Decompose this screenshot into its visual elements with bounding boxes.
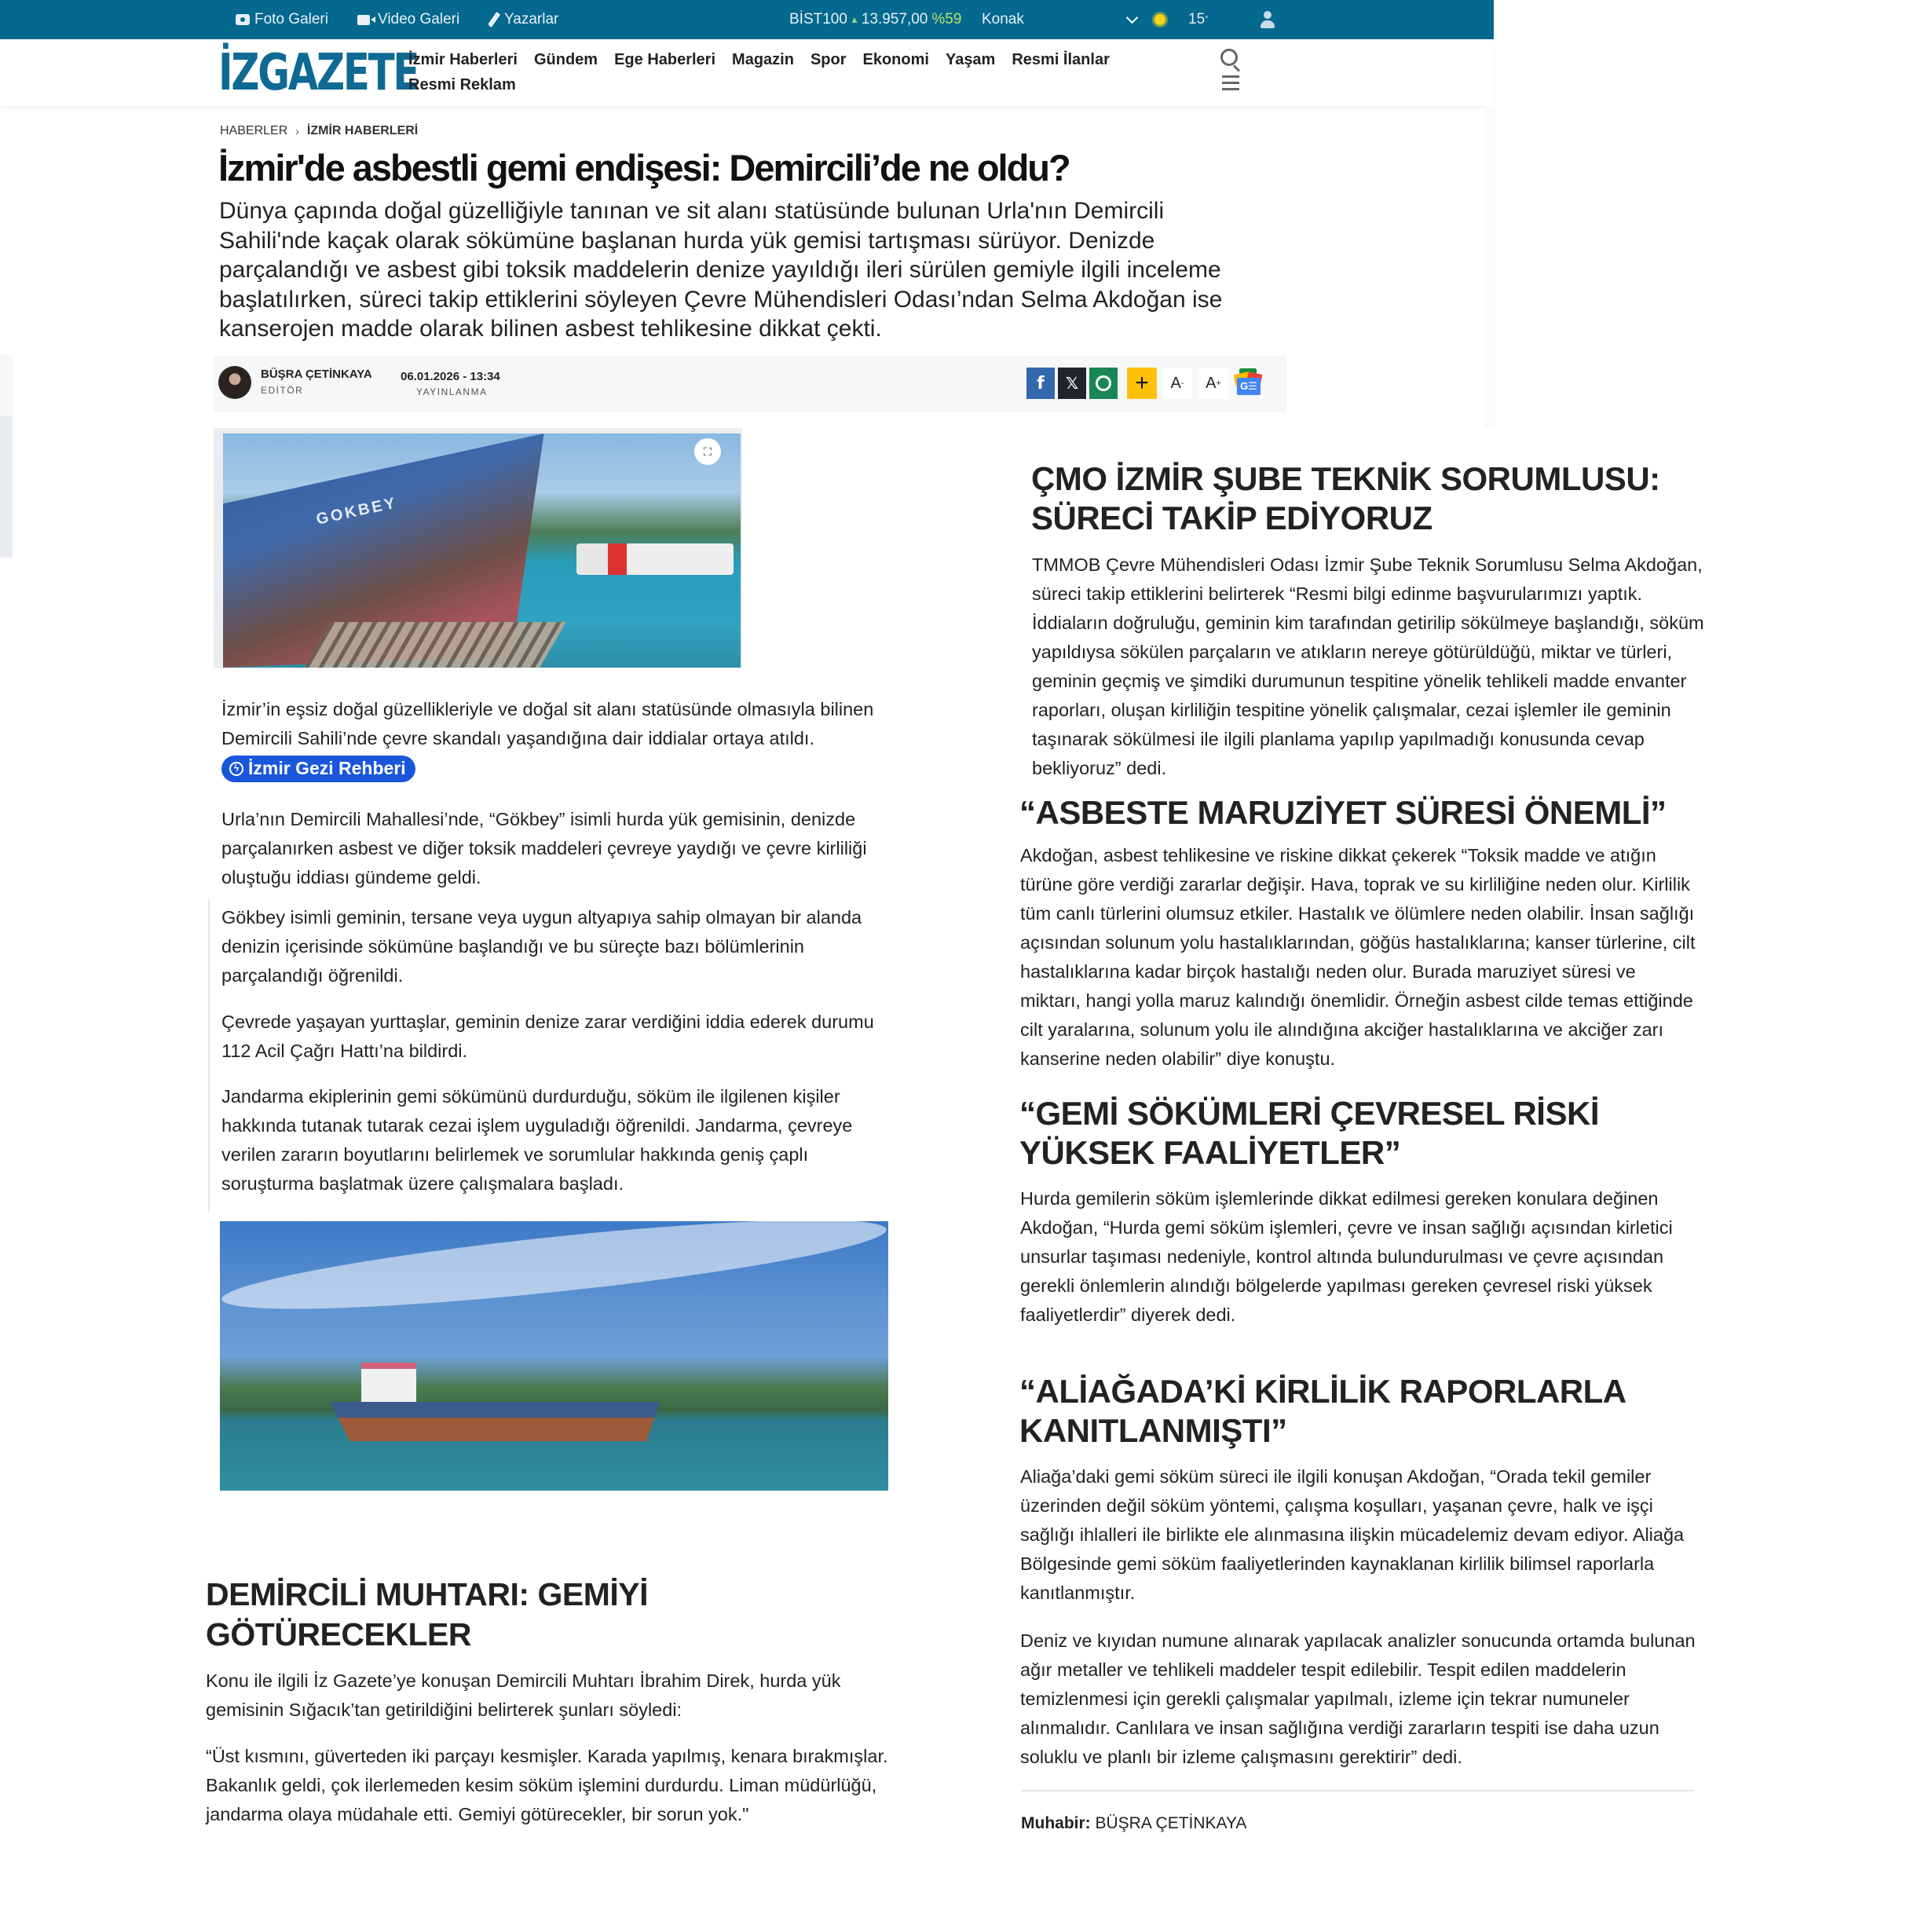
section-heading: “ASBESTE MARUZİYET SÜRESİ ÖNEMLİ” xyxy=(1019,794,1667,831)
article-title: İzmir'de asbestli gemi endişesi: Demircili’de ne oldu? xyxy=(218,147,1070,188)
section-heading: “GEMİ SÖKÜMLERİ ÇEVRESEL RİSKİ YÜKSEK FAALİYETLER” xyxy=(1019,1095,1599,1171)
section-heading: ÇMO İZMİR ŞUBE TEKNİK SORUMLUSU: SÜRECİ TAKİP EDİYORUZ xyxy=(1031,460,1660,536)
nav-item-ege-haberleri[interactable]: Ege Haberleri xyxy=(614,51,716,68)
main-nav xyxy=(408,49,1131,96)
breadcrumb-root[interactable]: HABERLER xyxy=(220,124,288,137)
pencil-icon xyxy=(488,12,500,27)
city-dropdown-toggle[interactable] xyxy=(1128,0,1136,39)
nav-item-spor[interactable]: Spor xyxy=(810,51,847,68)
font-decrease-button[interactable] xyxy=(1162,368,1192,399)
paragraph xyxy=(221,695,905,782)
google-news-icon: G☰ xyxy=(1237,378,1261,395)
hamburger-menu-icon[interactable] xyxy=(1222,75,1239,91)
byline-name[interactable]: BÜŞRA ÇETİNKAYA xyxy=(1095,1814,1247,1832)
paragraph: Çevrede yaşayan yurttaşlar, geminin denize zarar verdiğini iddia ederek durumu 112 Acil Çağrı Hattı’na bildirdi. xyxy=(221,1012,874,1061)
photo-gallery-label: Foto Galeri xyxy=(254,11,328,27)
facebook-icon: f xyxy=(1037,373,1045,393)
paragraph: Gökbey isimli geminin, tersane veya uygun altyapıya sahip olmayan bir alanda denizin içerisinde sökümüne başlandığı ve bu süreçte bazı bölümlerinin parçalandığı öğrenildi. xyxy=(221,907,862,986)
paragraph: “Üst kısmını, güverteden iki parçayı kesmişler. Karada yapılmış, kenara bırakmışlar. Bakanlık geldi, çok ilerlemeden kesim söküm işlemini durdurdu. Liman müdürlüğü, jandarma olaya müdahale etti. Gemiyi götürecekler, bir sorun yok." xyxy=(206,1746,888,1824)
writers-link[interactable] xyxy=(492,0,558,39)
paragraph: Hurda gemilerin söküm işlemlerinde dikkat edilmesi gereken konulara değinen Akdoğan, “Hurda gemi söküm işlemleri, çevre ve insan sağlığı açısından kirletici unsurlar taşıması nedeniyle, kontrol altında bulundurulması ve çevre açısından gerekli önlemlerin alındığı bölgelerde yapılması gereken çevresel riski yüksek faaliyetlerdir” diyerek dedi. xyxy=(1020,1188,1673,1325)
photo-gallery-link[interactable] xyxy=(236,0,328,39)
arrow-up-icon: ▲ xyxy=(849,14,859,25)
chevron-down-icon xyxy=(1126,11,1139,24)
author-role: EDİTÖR xyxy=(261,385,304,396)
ship-name-text: GOKBEY xyxy=(314,494,399,529)
bist-value: 13.957,00 xyxy=(861,11,928,27)
bist-ticker xyxy=(789,0,961,39)
share-x-button[interactable] xyxy=(1058,368,1086,399)
izmir-gezi-rehberi-link[interactable] xyxy=(221,756,415,782)
author-name[interactable]: BÜŞRA ÇETİNKAYA xyxy=(261,368,372,381)
paragraph: Konu ile ilgili İz Gazete’ye konuşan Demircili Muhtarı İbrahim Direk, hurda yük gemisinin Sığacık’tan getirildiğini belirterek şunları söyledi: xyxy=(206,1670,841,1720)
site-logo[interactable]: İZGAZETE xyxy=(218,44,419,102)
paragraph-text: İzmir’in eşsiz doğal güzellikleriyle ve doğal sit alanı statüsünde olmasıyla bilinen Demircili Sahili’nde çevre skandalı yaşandığına dair iddialar ortaya atıldı. xyxy=(221,699,874,748)
video-gallery-link[interactable] xyxy=(357,0,459,39)
city-select[interactable] xyxy=(982,0,1024,39)
bolt-icon: ϟ xyxy=(229,762,243,776)
share-whatsapp-button[interactable] xyxy=(1089,368,1118,399)
published-label: YAYINLANMA xyxy=(416,386,488,397)
sun-icon xyxy=(1154,14,1165,25)
camera-icon xyxy=(236,14,250,25)
video-gallery-label: Video Galeri xyxy=(378,11,460,27)
font-decrease-sup: - xyxy=(1180,379,1184,388)
block-border xyxy=(208,899,210,1212)
font-increase-sup: + xyxy=(1216,379,1221,388)
bist-label: BİST100 xyxy=(789,11,847,27)
temperature xyxy=(1188,0,1209,39)
nav-item-yasam[interactable]: Yaşam xyxy=(945,51,996,68)
search-icon[interactable] xyxy=(1220,49,1238,66)
site-header xyxy=(0,39,1494,106)
user-icon xyxy=(1259,9,1276,30)
whatsapp-icon xyxy=(1096,375,1111,391)
temperature-value: 15 xyxy=(1188,11,1206,27)
writers-label: Yazarlar xyxy=(504,11,559,27)
published-date: 06.01.2026 - 13:34 xyxy=(401,370,500,383)
section-heading: DEMİRCİLİ MUHTARI: GEMİYİ GÖTÜRECEKLER xyxy=(206,1576,648,1652)
divider xyxy=(1021,1790,1695,1791)
paragraph: Aliağa’daki gemi söküm süreci ile ilgili konuşan Akdoğan, “Orada tekil gemiler üzerinden değil söküm yöntemi, çalışma koşulları, yaşanan çevre, halk ve işçi sağlığı ihlalleri ile birlikte ele alınmasına ilişkin mücadelemiz devam ediyor. Aliağa Bölgesinde gemi söküm faaliyetlerinden kaynaklanan kirlilik bilimsel raporlarla kanıtlanmıştır. xyxy=(1020,1466,1685,1603)
nav-item-izmir-haberleri[interactable]: İzmir Haberleri xyxy=(408,51,518,68)
top-bar xyxy=(0,0,1494,39)
share-more-button[interactable] xyxy=(1127,368,1157,399)
article-image-ship-bow[interactable] xyxy=(223,434,741,668)
user-account-button[interactable] xyxy=(1259,0,1276,39)
paragraph: Urla’nın Demircili Mahallesi’nde, “Gökbey” isimli hurda yük gemisinin, denizde parçalanırken asbest ve diğer toksik maddeleri çevreye yaydığı ve çevre kirliliği oluştuğu iddiası gündeme geldi. xyxy=(221,809,867,887)
x-icon: 𝕏 xyxy=(1065,374,1079,393)
nav-item-resmi-reklam[interactable]: Resmi Reklam xyxy=(408,76,516,93)
expand-icon[interactable]: ⛶ xyxy=(694,438,721,465)
byline-label: Muhabir: xyxy=(1021,1814,1091,1832)
font-increase-label: A xyxy=(1206,374,1217,392)
font-decrease-label: A xyxy=(1170,374,1181,392)
plus-icon: + xyxy=(1135,370,1149,396)
nav-item-gundem[interactable]: Gündem xyxy=(533,51,598,68)
side-panel-fragment xyxy=(0,416,13,558)
weather xyxy=(1154,0,1165,39)
chevron-right-icon: › xyxy=(295,125,299,137)
bist-change: %59 xyxy=(931,11,962,27)
share-facebook-button[interactable] xyxy=(1026,368,1055,399)
side-panel-fragment xyxy=(0,355,13,416)
google-news-button[interactable] xyxy=(1235,368,1261,398)
city-label: Konak xyxy=(982,11,1024,27)
section-heading: “ALİAĞADA’Kİ KİRLİLİK RAPORLARLA KANITLANMIŞTI” xyxy=(1019,1373,1626,1449)
paragraph: Deniz ve kıyıdan numune alınarak yapılacak analizler sonucunda ortamda bulunan ağır metaller ve tehlikeli maddeler tespit edilebilir. Tespit edilen maddelerin temizlenmesi için gerekli çalışmalar yapılmalı, izleme için tekrar numuneler alınmalıdır. Canlılara ve insan sağlığına verdiği zararların tespiti ise daha uzun soluklu ve planlı bir izleme çalışmasını gerektirir” dedi. xyxy=(1020,1630,1696,1767)
author-avatar[interactable] xyxy=(218,366,251,399)
side-panel-fragment xyxy=(1484,106,1495,428)
paragraph: TMMOB Çevre Mühendisleri Odası İzmir Şube Teknik Sorumlusu Selma Akdoğan, süreci takip ettiklerini belirterek “Resmi bilgi edinme başvurularımızı yaptık. İddiaların doğruluğu, geminin kim tarafından getirilip sökülmeye başlandığı, söküm yapıldıysa sökülen parçaların ve atıkların nereye götürüldüğü, miktar ve türleri, geminin geçmiş ve şimdiki durumunun tespitine yönelik tehlikeli madde envanter raporları, oluşan kirliliğin tespitine yönelik çalışmalar, cezai işlemler ile geminin taşınarak sökülmesi ile ilgili planlama yapılıp yapılmadığı konusunda cevap bekliyoruz” dedi. xyxy=(1032,554,1704,778)
article-image-ship-bay[interactable] xyxy=(220,1221,888,1491)
link-label: İzmir Gezi Rehberi xyxy=(248,758,406,779)
author-bar xyxy=(214,356,1286,412)
paragraph: Akdoğan, asbest tehlikesine ve riskine dikkat çekerek “Toksik madde ve atığın türüne göre verdiği zararlar değişir. Hava, toprak ve su kirliliğine neden olur. Kirlilik tüm canlı türlerini olumsuz etkiler. Hastalık ve ölümlere neden olabilir. İnsan sağlığı açısından solunum yolu hastalıklarından, göğüs hastalıklarına; kanser türlerine, cilt hastalıklarına kadar birçok hastalığı neden olur. Burada maruziyet süresi ve miktarı, hangi yolla maruz kalındığı önemlidir. Örneğin asbest cilde temas ettiğinde cilt yaralarına, solunum yolu ile alındığına akciğer hastalıklarına ve akciğer zarı kanserine neden olabilir” diye konuştu. xyxy=(1020,845,1696,1069)
video-camera-icon xyxy=(357,15,370,25)
breadcrumb-current[interactable]: İZMİR HABERLERİ xyxy=(306,124,419,137)
byline xyxy=(1021,1814,1246,1833)
font-increase-button[interactable] xyxy=(1198,368,1228,399)
nav-item-magazin[interactable]: Magazin xyxy=(732,51,794,68)
nav-item-resmi-ilanlar[interactable]: Resmi İlanlar xyxy=(1012,51,1110,68)
article-lead: Dünya çapında doğal güzelliğiyle tanınan ve sit alanı statüsünde bulunan Urla'nın Demircili Sahili'nde kaçak olarak sökümüne başlanan hurda yük gemisi tartışması sürüyor. Denizde parçalandığı ve asbest gibi toksik maddelerin denize yayıldığı ileri sürülen gemiyle ilgili inceleme başlatılırken, süreci takip ettiklerini söyleyen Çevre Mühendisleri Odası’ndan Selma Akdoğan ise kanserojen madde olarak bilinen asbest tehlikesine dikkat çekti. xyxy=(219,198,1223,342)
temperature-unit: ° xyxy=(1205,15,1209,24)
nav-item-ekonomi[interactable]: Ekonomi xyxy=(862,51,929,68)
paragraph: Jandarma ekiplerinin gemi sökümünü durdurduğu, söküm ile ilgilenen kişiler hakkında tutanak tutarak cezai işlem uyguladığı öğrenildi. Jandarma, çevreye verilen zararın boyutlarını belirlemek ve sorumlular hakkında geniş çaplı soruşturma başlatmak üzere çalışmalara başladı. xyxy=(221,1086,853,1194)
breadcrumb xyxy=(220,124,418,138)
